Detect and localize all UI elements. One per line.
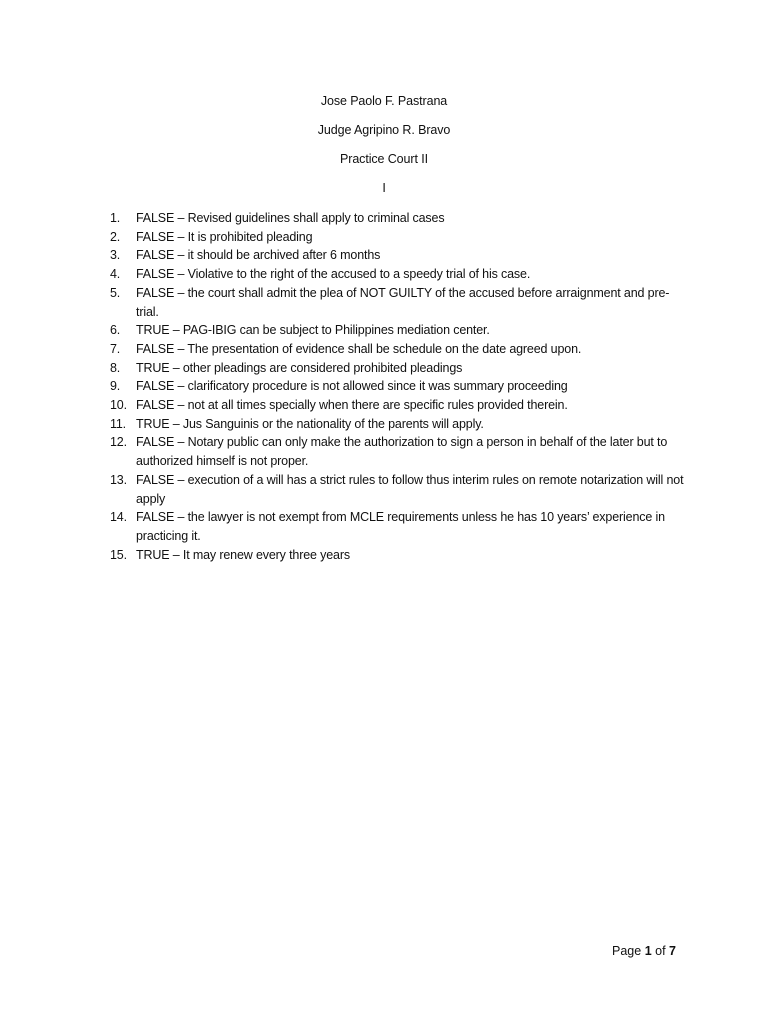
list-item (110, 396, 685, 415)
section-heading: I (382, 181, 386, 195)
list-item (110, 471, 685, 508)
item-number: 8. (110, 360, 121, 375)
item-number: 12. (110, 435, 127, 450)
item-text: FALSE – the court shall admit the plea of NOT GUILTY of the accused before arraignment and pre-trial. (136, 285, 670, 319)
total-pages: 7 (669, 944, 676, 958)
answer-list (110, 209, 685, 564)
item-text: TRUE – Jus Sanguinis or the nationality of the parents will apply. (136, 416, 484, 431)
item-number: 11. (110, 416, 126, 431)
list-item (110, 246, 685, 265)
list-item (110, 265, 685, 284)
item-text: FALSE – it should be archived after 6 months (136, 248, 381, 263)
item-text: FALSE – Notary public can only make the authorization to sign a person in behalf of the later but to authorized himself is not proper. (136, 435, 668, 469)
item-number: 10. (110, 398, 127, 413)
item-text: FALSE – the lawyer is not exempt from MCLE requirements unless he has 10 years’ experience in practicing it. (136, 510, 665, 543)
item-number: 13. (110, 472, 127, 487)
list-item (110, 546, 685, 565)
of-word: of (655, 944, 666, 958)
list-item (110, 415, 685, 434)
judge-name: Judge Agripino R. Bravo (317, 123, 451, 137)
item-number: 5. (110, 285, 121, 300)
item-text: FALSE – execution of a will has a strict rules to follow thus interim rules on remote notarization will not apply (136, 472, 684, 506)
item-number: 6. (110, 323, 121, 338)
list-item (110, 321, 685, 340)
item-text: TRUE – It may renew every three years (136, 547, 350, 562)
item-text: FALSE – The presentation of evidence shall be schedule on the date agreed upon. (136, 341, 582, 356)
list-item (110, 377, 685, 396)
item-text: FALSE – It is prohibited pleading (136, 229, 313, 244)
list-item (110, 340, 685, 359)
item-text: FALSE – not at all times specially when there are specific rules provided therein. (136, 398, 568, 413)
list-item (110, 433, 685, 470)
page-word: Page (612, 944, 642, 958)
item-number: 1. (110, 211, 121, 225)
item-number: 14. (110, 510, 127, 525)
item-text: TRUE – PAG-IBIG can be subject to Philippines mediation center. (136, 323, 490, 338)
item-text: FALSE – Violative to the right of the accused to a speedy trial of his case. (136, 267, 531, 282)
item-number: 7. (110, 341, 121, 356)
list-item (110, 228, 685, 247)
item-number: 9. (110, 379, 121, 394)
list-item (110, 508, 685, 545)
item-number: 4. (110, 267, 121, 282)
item-number: 15. (110, 547, 127, 562)
item-text: FALSE – Revised guidelines shall apply to criminal cases (136, 211, 445, 225)
current-page: 1 (644, 944, 652, 958)
item-text: TRUE – other pleadings are considered prohibited pleadings (136, 360, 463, 375)
list-item (110, 359, 685, 378)
list-item (110, 209, 685, 228)
student-name: Jose Paolo F. Pastrana (320, 94, 448, 108)
course-title: Practice Court II (340, 152, 428, 166)
item-text: FALSE – clarificatory procedure is not allowed since it was summary proceeding (136, 379, 568, 394)
item-number: 2. (110, 229, 121, 244)
item-number: 3. (110, 248, 121, 263)
page-number (612, 944, 676, 958)
list-item (110, 284, 685, 321)
